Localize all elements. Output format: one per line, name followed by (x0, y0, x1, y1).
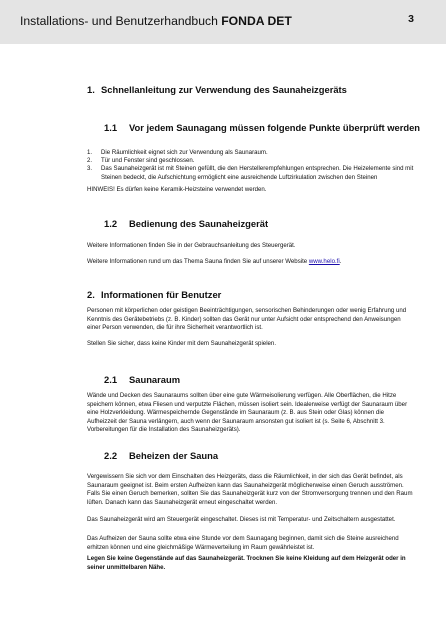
section-2-paragraph-2: Stellen Sie sicher, dass keine Kinder mit dem Saunaheizgerät spielen. (87, 340, 277, 347)
list-item-text: Das Saunaheizgerät ist mit Steinen gefüllt, die den Herstellerempfehlungen entsprechen. Die Heizelemente sind mit Steinen bedeckt, die Aufschichtung ermöglicht eine ausreichende Luftzirkulation zwischen den Steinen (101, 165, 414, 181)
section-2-2-title: Beheizen der Sauna (129, 450, 219, 461)
website-text-end: . (339, 258, 342, 265)
section-1-1-number: 1.1 (104, 122, 118, 133)
section-1-2-heading (104, 218, 268, 229)
section-2-heading (87, 289, 221, 300)
list-item (87, 157, 417, 165)
section-1-1-heading (104, 122, 420, 133)
section-2-1-number: 2.1 (104, 374, 118, 385)
list-item-number: 3. (87, 165, 93, 173)
section-1-2-paragraph-1: Weitere Informationen finden Sie in der Gebrauchsanleitung des Steuergerät. (87, 242, 296, 249)
section-2-1-title: Saunaraum (129, 374, 181, 385)
section-1-2-title: Bedienung des Saunaheizgerät (129, 218, 269, 229)
website-text: Weitere Informationen rund um das Thema Sauna finden Sie auf unserer Website (87, 258, 309, 265)
list-item-number: 2. (87, 157, 93, 165)
list-item-number: 1. (87, 149, 93, 156)
section-1-number: 1. (87, 84, 95, 95)
section-2-title: Informationen für Benutzer (101, 289, 222, 300)
section-2-number: 2. (87, 289, 95, 300)
note-ceramic-stones: HINWEIS! Es dürfen keine Keramik-Heizsteine verwendet werden. (87, 186, 267, 193)
list-item-text: Die Räumlichkeit eignet sich zur Verwendung als Saunaraum. (101, 149, 268, 156)
section-2-1-paragraph: Wände und Decken des Saunaraums sollten über eine gute Wärmeisolierung verfügen. Alle Oberflächen, die Hitze speichern können, etwa Fliesen und verputzte Flächen, müssen isoliert sein. Idealerweise verfügt der Saunaraum über eine Holzverkleidung. Wärmespeichernde Gegenstände im Saunaraum (z. B. aus Stein oder Glas) können die Aufheizzeit der Sauna verlängern, auch wenn der Saunaraum ansonsten gut isoliert ist (s. Seite 6, Abschnitt 3. Vorbereitungen für die Installation des Saunaheizgeräts). (87, 392, 408, 434)
document-title (20, 14, 292, 28)
section-2-2-warning: Legen Sie keine Gegenstände auf das Saunaheizgerät. Trocknen Sie keine Kleidung auf dem Heizgerät oder in seiner unmittelbaren Nähe. (87, 555, 406, 571)
checklist (87, 149, 417, 182)
section-2-2-number: 2.2 (104, 450, 118, 461)
section-1-2-number: 1.2 (104, 218, 118, 229)
list-item-text: Tür und Fenster sind geschlossen. (101, 157, 195, 165)
document-title-product: FONDA DET (221, 14, 292, 28)
section-2-2-paragraph-2: Das Saunaheizgerät wird am Steuergerät eingeschaltet. Dieses ist mit Temperatur- und Zeitschaltern ausgestattet. (87, 516, 396, 523)
section-2-1-heading (104, 374, 180, 385)
section-2-2-paragraph-3: Das Aufheizen der Sauna sollte etwa eine Stunde vor dem Saunagang beginnen, damit sich die Steine ausreichend erhitzen können und eine gleichmäßige Wärmeverteilung im Raum gewährleistet ist. (87, 535, 399, 551)
section-2-2-heading (104, 450, 218, 461)
section-1-1-title: Vor jedem Saunagang müssen folgende Punkte überprüft werden (129, 122, 421, 133)
page-header (0, 0, 446, 44)
section-1-heading (87, 84, 347, 95)
list-item (87, 149, 417, 157)
list-item (87, 165, 417, 181)
section-2-paragraph-1: Personen mit körperlichen oder geistigen Beeinträchtigungen, sensorischen Behinderungen oder wenig Erfahrung und Kenntnis des Gerätebetriebs (z. B. Kinder) sollten das Gerät nur unter Aufsicht oder entsprechend den Anweisungen einer Person verwenden, die für ihre Sicherheit verantwortlich ist. (87, 307, 407, 332)
section-2-2-paragraph-1: Vergewissern Sie sich vor dem Einschalten des Heizgeräts, dass die Räumlichkeit, in der sich das Gerät befindet, als Saunaraum geeignet ist. Beim ersten Aufheizen kann das Saunaheizgerät möglicherweise einen Geruch ausströmen. Falls Sie einen Geruch bemerken, sollten Sie das Saunaheizgerät kurz von der Stromversorgung trennen und den Raum lüften. Danach kann das Saunaheizgerät erneut eingeschaltet werden. (87, 473, 413, 506)
page-number: 3 (408, 13, 414, 25)
section-1-2-paragraph-2 (87, 258, 415, 267)
website-link[interactable]: www.helo.fi (308, 258, 340, 265)
document-title-prefix: Installations- und Benutzerhandbuch (20, 14, 222, 28)
section-1-title: Schnellanleitung zur Verwendung des Saunaheizgeräts (101, 84, 347, 95)
